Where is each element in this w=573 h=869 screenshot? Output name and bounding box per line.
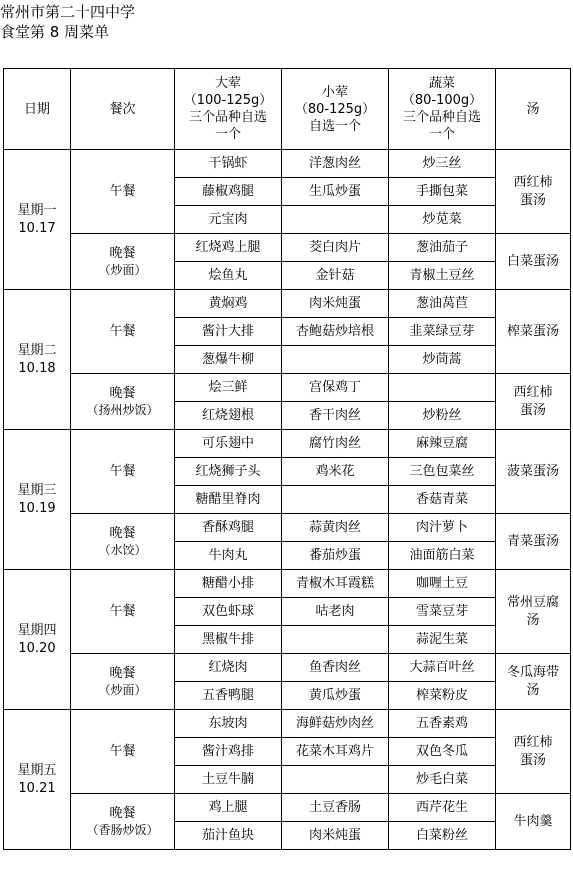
big-meat-dish: 黄焖鸡 [175,290,282,318]
header-line: 小荤 [321,84,348,100]
lunch-label-cell [71,570,175,654]
table-row [4,150,571,178]
meal-note: （香肠炒饭） [86,822,159,837]
day-date: 10.21 [18,780,56,796]
big-meat-dish: 酱汁大排 [175,318,282,346]
table-row [4,570,571,598]
header-small-meat [282,69,389,150]
veg-dish: 油面筋白菜 [389,542,496,570]
small-meat-dish: 番茄炒蛋 [282,542,389,570]
big-meat-dish: 土豆牛腩 [175,766,282,794]
veg-dish: 炒粉丝 [389,402,496,430]
big-meat-dish: 元宝肉 [175,206,282,234]
meal-label: 午餐 [109,184,136,199]
meal-label: 午餐 [109,744,136,759]
header-line: 三个品种自选 [188,110,267,125]
small-meat-dish: 鱼香肉丝 [282,654,389,682]
meal-label: 晚餐 [109,385,136,401]
veg-dish: 手撕包菜 [389,178,496,206]
soup-cell [496,150,571,234]
small-meat-dish: 海鲜菇炒肉丝 [282,710,389,738]
table-row [4,654,571,682]
small-meat-dish: 香干肉丝 [282,402,389,430]
small-meat-dish: 宫保鸡丁 [282,374,389,402]
veg-dish: 白菜粉丝 [389,822,496,850]
dinner-label-cell [71,374,175,430]
lunch-label-cell [71,150,175,234]
veg-dish: 炒苋菜 [389,206,496,234]
meal-label: 午餐 [109,324,136,339]
soup-line: 汤 [526,682,540,698]
day-name: 星期五 [17,762,57,778]
soup-line: 冬瓜海带 [506,664,559,680]
veg-dish: 葱油茄子 [389,234,496,262]
lunch-label-cell [71,290,175,374]
small-meat-dish [282,346,389,374]
day-date: 10.19 [18,500,56,516]
soup-cell [496,654,571,710]
veg-dish: 咖喱土豆 [389,570,496,598]
veg-dish: 榨菜粉皮 [389,682,496,710]
small-meat-dish: 花菜木耳鸡片 [282,738,389,766]
big-meat-dish: 红烧狮子头 [175,458,282,486]
big-meat-dish: 东坡肉 [175,710,282,738]
veg-dish: 炒三丝 [389,150,496,178]
small-meat-dish: 鸡米花 [282,458,389,486]
soup-cell [496,710,571,794]
day-date: 10.18 [18,360,56,376]
meal-label: 晚餐 [109,665,136,681]
big-meat-dish: 藤椒鸡腿 [175,178,282,206]
small-meat-dish: 金针菇 [282,262,389,290]
soup-line: 常州豆腐 [506,594,559,610]
day-cell [4,290,71,430]
table-row [4,290,571,318]
veg-dish: 大蒜百叶丝 [389,654,496,682]
small-meat-dish: 肉米炖蛋 [282,822,389,850]
day-name: 星期四 [17,622,57,638]
big-meat-dish: 牛肉丸 [175,542,282,570]
big-meat-dish: 红烧翅根 [175,402,282,430]
soup-line: 汤 [526,612,540,628]
meal-label: 午餐 [109,604,136,619]
meal-label: 午餐 [109,464,136,479]
header-line: 一个 [214,127,241,142]
day-cell [4,570,71,710]
small-meat-dish: 黄瓜炒蛋 [282,682,389,710]
meal-label: 晚餐 [109,245,136,261]
small-meat-dish [282,206,389,234]
big-meat-dish: 酱汁鸡排 [175,738,282,766]
day-date: 10.17 [18,220,56,236]
soup-cell [496,570,571,654]
soup-cell [496,234,571,290]
small-meat-dish: 肉米炖蛋 [282,290,389,318]
header-line: 大荤 [214,76,241,91]
soup-line: 牛肉羹 [513,813,553,829]
big-meat-dish: 黑椒牛排 [175,626,282,654]
veg-dish: 五香素鸡 [389,710,496,738]
dinner-label-cell [71,234,175,290]
menu-body [4,150,571,850]
header-line: 三个品种自选 [402,110,481,125]
veg-dish: 香菇青菜 [389,486,496,514]
big-meat-dish: 五香鸭腿 [175,682,282,710]
big-meat-dish: 双色虾球 [175,598,282,626]
header-date: 日期 [4,69,71,150]
veg-dish: 炒毛白菜 [389,766,496,794]
table-row [4,430,571,458]
big-meat-dish: 烩三鲜 [175,374,282,402]
soup-cell [496,430,571,514]
small-meat-dish: 咕老肉 [282,598,389,626]
header-line: （80-100g） [401,93,483,108]
day-cell [4,430,71,570]
header-soup: 汤 [496,69,571,150]
small-meat-dish: 土豆香肠 [282,794,389,822]
soup-line: 菠菜蛋汤 [506,463,559,479]
day-name: 星期一 [17,202,57,218]
big-meat-dish: 鸡上腿 [175,794,282,822]
small-meat-dish: 杏鲍菇炒培根 [282,318,389,346]
big-meat-dish: 烩鱼丸 [175,262,282,290]
header-line: 自选一个 [308,118,361,134]
header-row [4,69,571,150]
page-title: 常州市第二十四中学 [0,3,136,21]
header-meal: 餐次 [71,69,175,150]
big-meat-dish: 葱爆牛柳 [175,346,282,374]
soup-line: 榨菜蛋汤 [506,323,559,339]
veg-dish: 炒茼蒿 [389,346,496,374]
big-meat-dish: 红烧鸡上腿 [175,234,282,262]
big-meat-dish: 可乐翅中 [175,430,282,458]
table-row [4,234,571,262]
big-meat-dish: 红烧肉 [175,654,282,682]
day-date: 10.20 [18,640,56,656]
veg-dish [389,374,496,402]
day-name: 星期三 [17,482,57,498]
soup-line: 白菜蛋汤 [506,253,559,269]
small-meat-dish: 生瓜炒蛋 [282,178,389,206]
dinner-label-cell [71,794,175,850]
table-row [4,374,571,402]
small-meat-dish: 茭白肉片 [282,234,389,262]
big-meat-dish: 香酥鸡腿 [175,514,282,542]
meal-note: （扬州炒饭） [86,402,159,417]
soup-cell [496,514,571,570]
lunch-label-cell [71,710,175,794]
veg-dish: 青椒土豆丝 [389,262,496,290]
meal-label: 晚餐 [109,525,136,541]
veg-dish: 双色冬瓜 [389,738,496,766]
header-big-meat [175,69,282,150]
big-meat-dish: 糖醋小排 [175,570,282,598]
soup-cell [496,290,571,374]
veg-dish: 西芹花生 [389,794,496,822]
header-veg [389,69,496,150]
small-meat-dish: 腐竹肉丝 [282,430,389,458]
dinner-label-cell [71,514,175,570]
veg-dish: 葱油莴苣 [389,290,496,318]
veg-dish: 麻辣豆腐 [389,430,496,458]
veg-dish: 韭菜绿豆芽 [389,318,496,346]
soup-line: 西红柿 [513,734,553,750]
soup-cell [496,374,571,430]
small-meat-dish [282,486,389,514]
soup-line: 西红柿 [513,384,553,400]
day-name: 星期二 [17,342,57,358]
small-meat-dish: 洋葱肉丝 [282,150,389,178]
header-line: 一个 [428,127,455,142]
page-subtitle: 食堂第 8 周菜单 [0,23,110,41]
soup-line: 蛋汤 [519,752,546,768]
meal-note: （炒面） [98,262,147,277]
small-meat-dish [282,766,389,794]
big-meat-dish: 茄汁鱼块 [175,822,282,850]
table-row [4,710,571,738]
soup-cell [496,794,571,850]
meal-note: （炒面） [98,682,147,697]
soup-line: 西红柿 [513,174,553,190]
meal-note: （水饺） [98,542,147,557]
soup-line: 青菜蛋汤 [506,533,559,549]
big-meat-dish: 干锅虾 [175,150,282,178]
small-meat-dish: 青椒木耳霞糕 [282,570,389,598]
menu-table [3,68,571,850]
big-meat-dish: 糖醋里脊肉 [175,486,282,514]
header-line: （100-125g） [183,93,273,108]
small-meat-dish: 蒜黄肉丝 [282,514,389,542]
table-row [4,794,571,822]
header-line: 蔬菜 [428,76,455,91]
soup-line: 蛋汤 [519,402,546,418]
veg-dish: 雪菜豆芽 [389,598,496,626]
day-cell [4,710,71,850]
soup-line: 蛋汤 [519,192,546,208]
dinner-label-cell [71,654,175,710]
meal-label: 晚餐 [109,805,136,821]
veg-dish: 蒜泥生菜 [389,626,496,654]
lunch-label-cell [71,430,175,514]
veg-dish: 肉汁萝卜 [389,514,496,542]
small-meat-dish [282,626,389,654]
header-line: （80-125g） [294,101,376,117]
veg-dish: 三色包菜丝 [389,458,496,486]
day-cell [4,150,71,290]
table-row [4,514,571,542]
